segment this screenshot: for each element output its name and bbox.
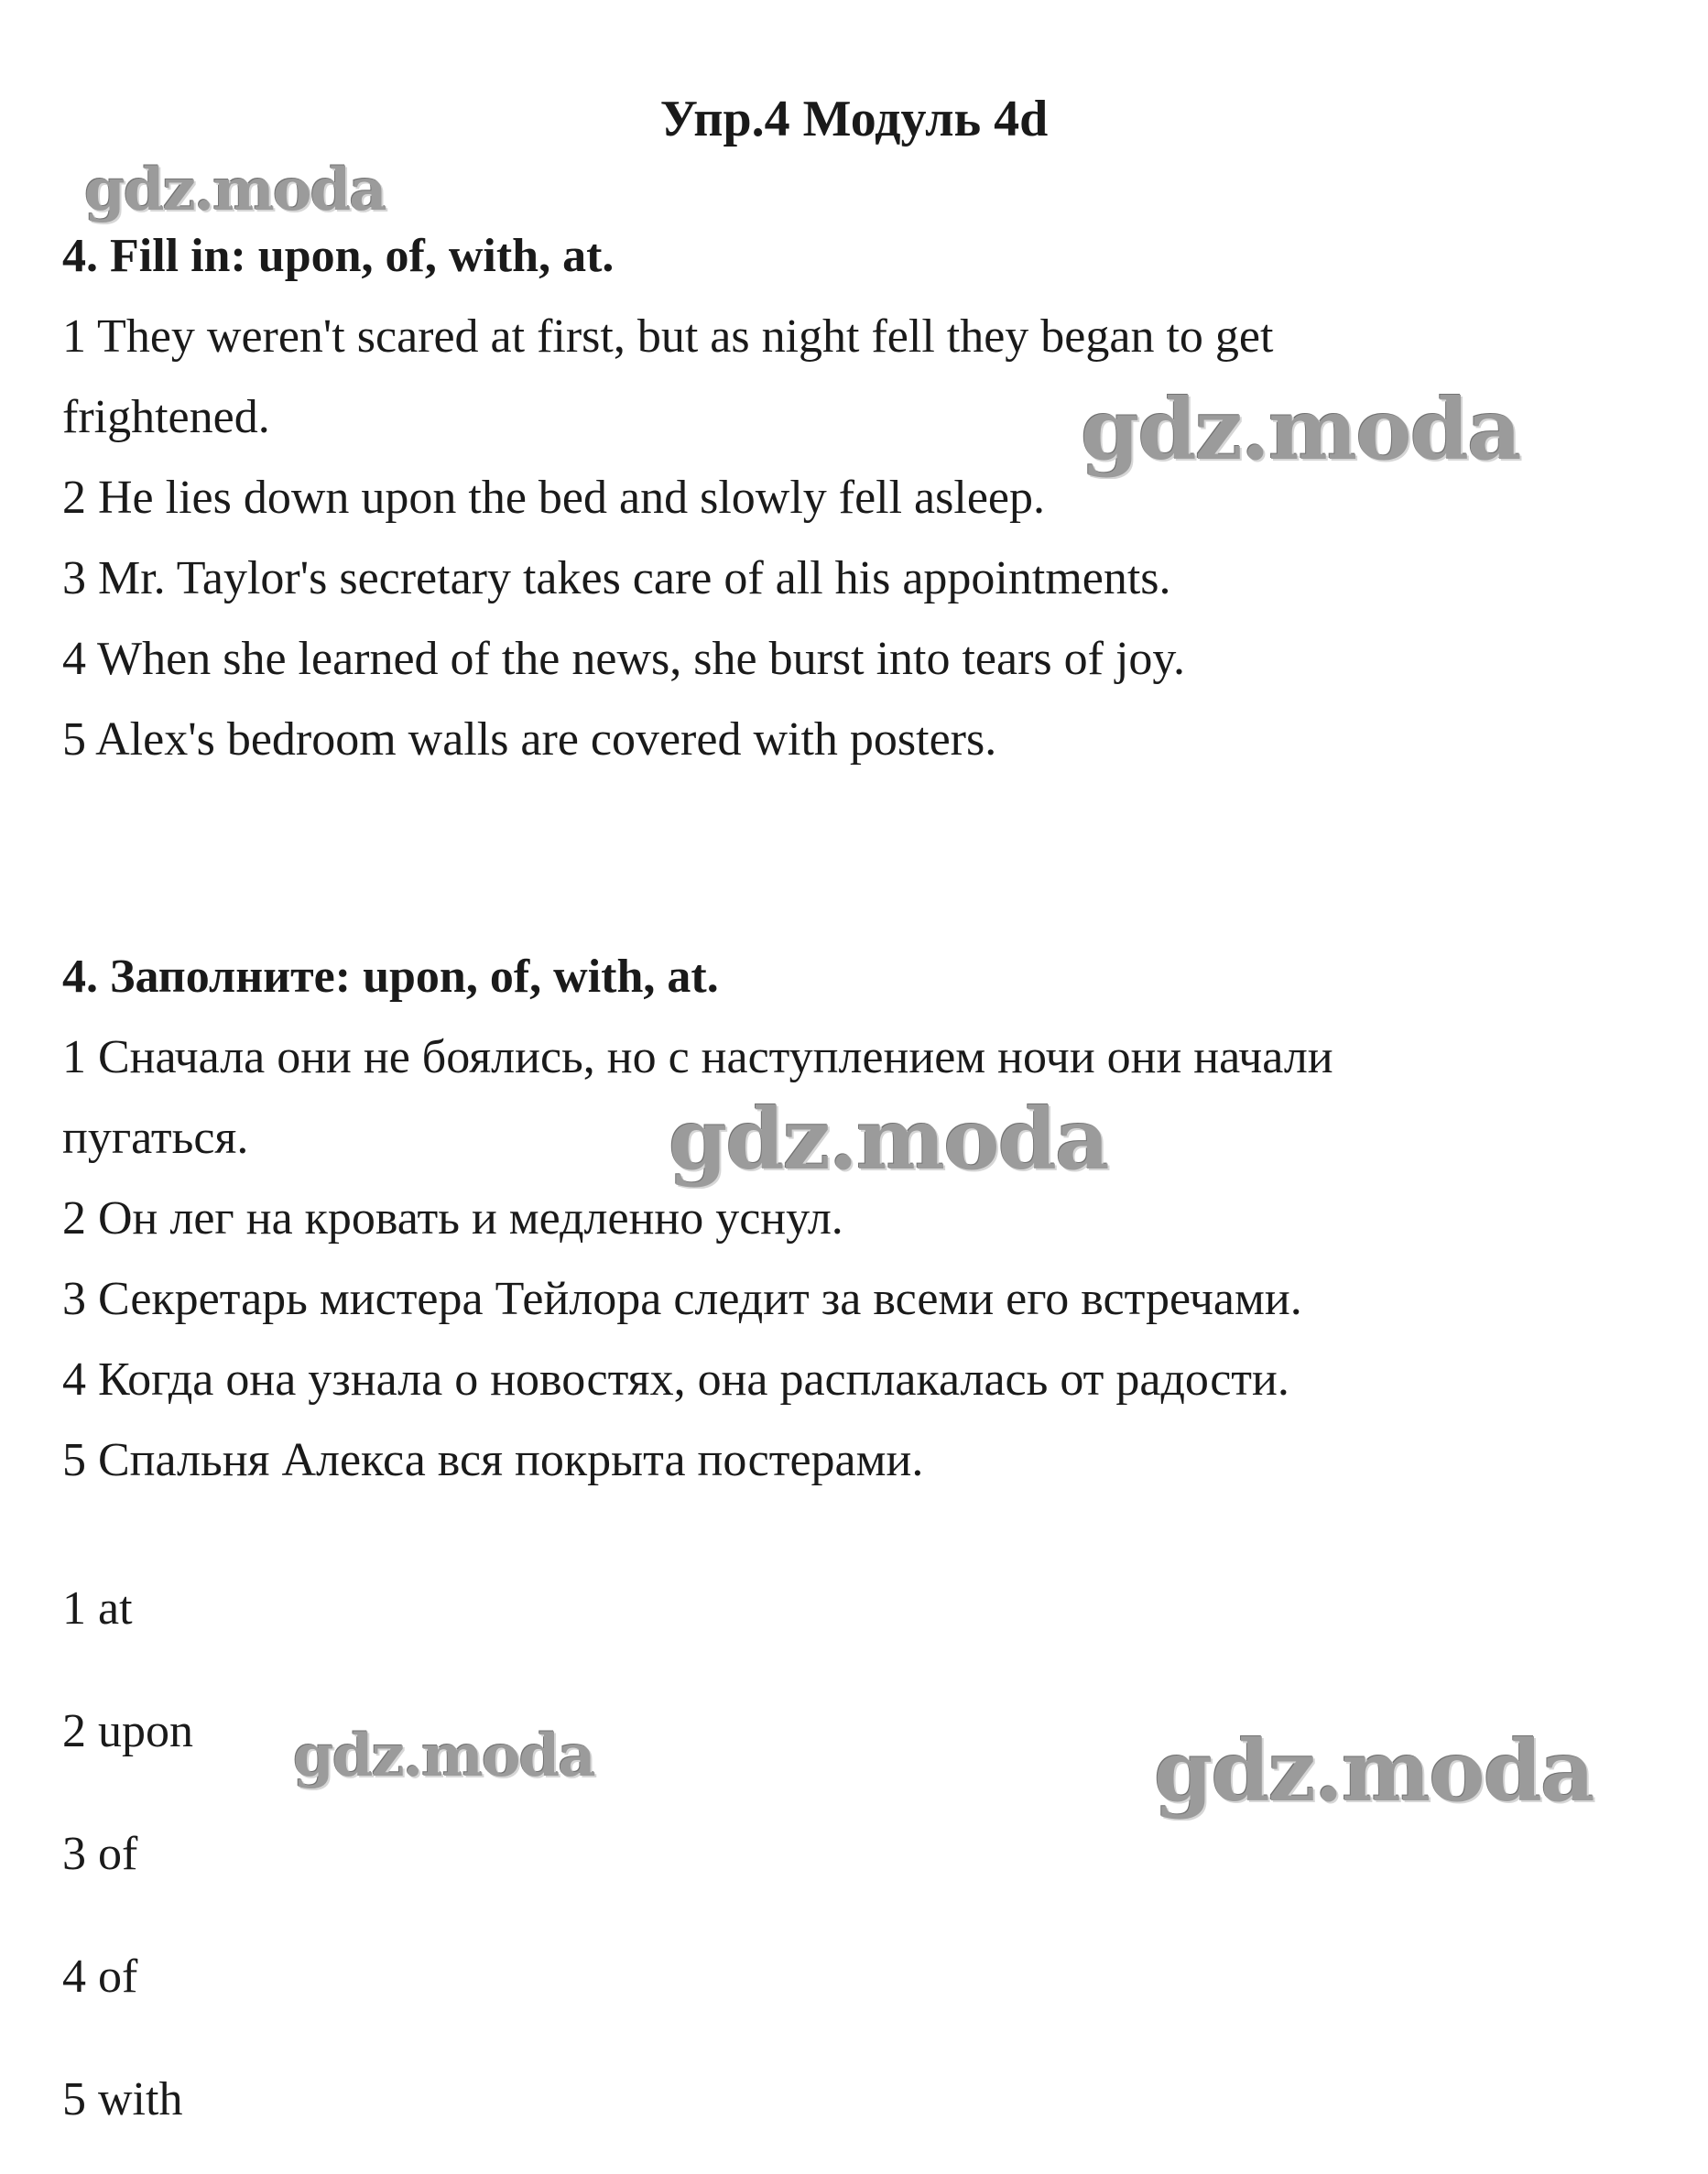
sentence-line: 2 He lies down upon the bed and slowly fell asleep. — [62, 472, 1045, 524]
sentence-line: 2 Он лег на кровать и медленно уснул. — [62, 1192, 843, 1245]
sentence-line: 4 When she learned of the news, she burst into tears of joy. — [62, 633, 1186, 685]
sentence-line: 1 Сначала они не боялись, но с наступлением ночи они начали — [62, 1031, 1333, 1083]
sentence-line: 3 Mr. Taylor's secretary takes care of all his appointments. — [62, 552, 1171, 604]
sentence-line: 1 They weren't scared at first, but as night fell they began to get — [62, 310, 1274, 363]
answer-item: 1 at — [62, 1582, 133, 1635]
sentence-line: 5 Спальня Алекса вся покрыта постерами. — [62, 1434, 924, 1486]
sentence-line: пугаться. — [62, 1112, 249, 1164]
watermark-logo: gdz.moda — [1081, 380, 1520, 479]
russian-exercise — [62, 937, 1648, 1501]
page-title: Упр.4 Модуль 4d — [659, 91, 1049, 147]
answer-item: 3 of — [62, 1828, 138, 1880]
watermark-logo: gdz.moda — [84, 156, 386, 224]
watermark-logo: gdz.moda — [669, 1090, 1108, 1189]
watermark-logo: gdz.moda — [1154, 1722, 1594, 1821]
sentence-line: 4 Когда она узнала о новостях, она расплакалась от радости. — [62, 1353, 1289, 1406]
answer-item: 2 upon — [62, 1705, 193, 1757]
exercise-heading: 4. Fill in: upon, of, with, at. — [62, 230, 615, 282]
sentence-line: 3 Секретарь мистера Тейлора следит за всеми его встречами. — [62, 1273, 1302, 1325]
watermark-logo: gdz.moda — [293, 1722, 594, 1790]
exercise-heading: 4. Заполните: upon, of, with, at. — [62, 951, 719, 1003]
answer-item: 4 of — [62, 1951, 138, 2003]
english-exercise — [62, 216, 1648, 780]
sentence-line: 5 Alex's bedroom walls are covered with posters. — [62, 713, 997, 766]
answer-list — [62, 1548, 612, 2161]
answer-item: 5 with — [62, 2073, 183, 2125]
sentence-line: frightened. — [62, 391, 270, 443]
